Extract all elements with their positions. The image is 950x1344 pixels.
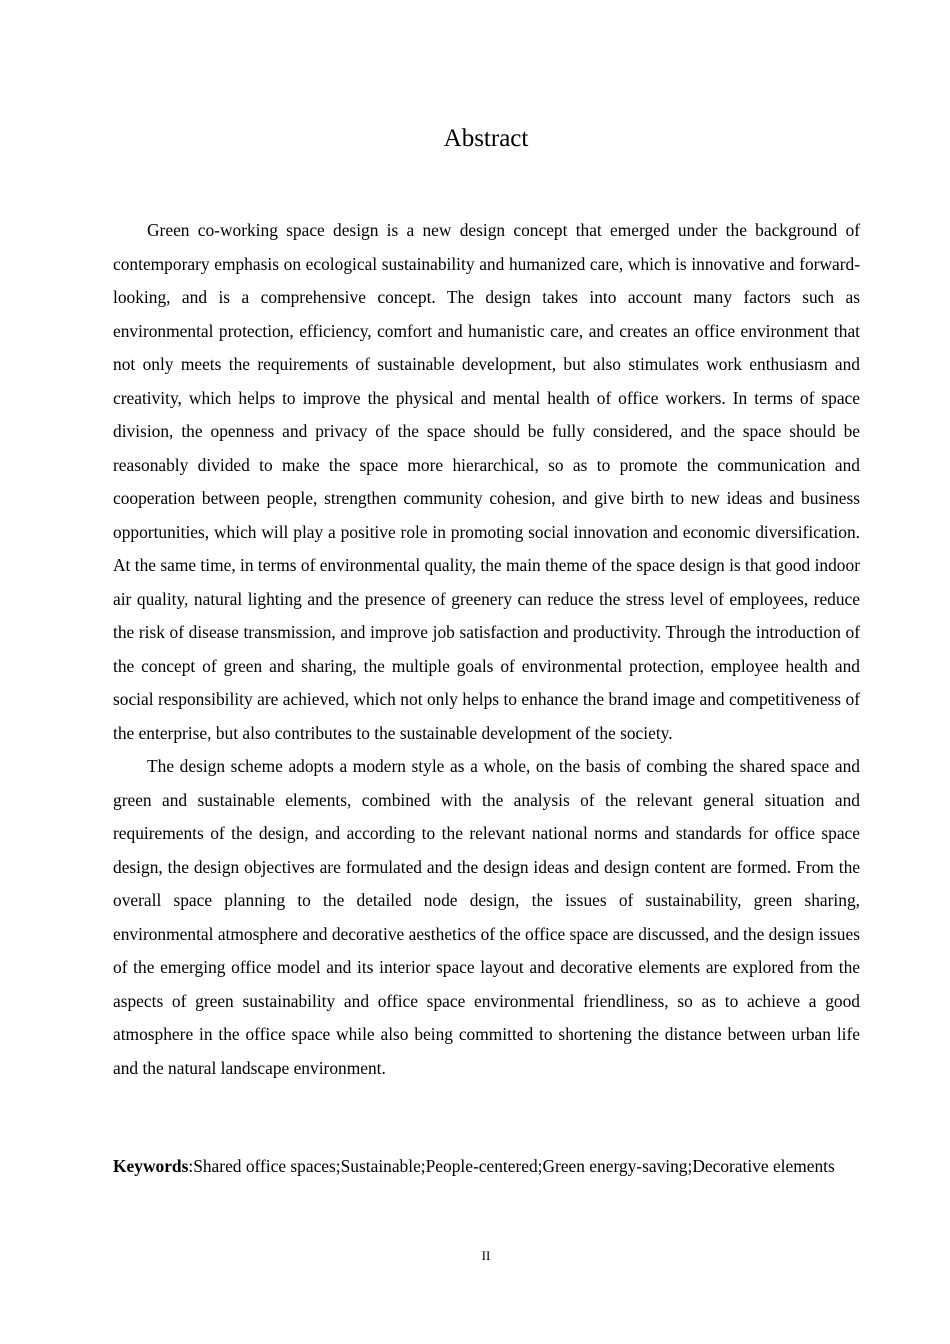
abstract-paragraph-2: The design scheme adopts a modern style as a whole, on the basis of combing the shared space and green and sustainable elements, combined with the analysis of the relevant general situation and requirements of the design, and according to the relevant national norms and standards for office space design, the design objectives are formulated and the design ideas and design content are formed. From the overall space planning to the detailed node design, the issues of sustainability, green sharing, environmental atmosphere and decorative aesthetics of the office space are discussed, and the design issues of the emerging office model and its interior space layout and decorative elements are explored from the aspects of green sustainability and office space environmental friendliness, so as to achieve a good atmosphere in the office space while also being committed to shortening the distance between urban life and the natural landscape environment. bbox=[113, 756, 860, 1078]
keywords-label: Keywords bbox=[113, 1156, 189, 1176]
keywords bbox=[113, 1148, 860, 1184]
abstract-paragraph-1: Green co-working space design is a new design concept that emerged under the background of contemporary emphasis on ecological sustainability and humanized care, which is innovative and forward-looking, and is a comprehensive concept. The design takes into account many factors such as environmental protection, efficiency, comfort and humanistic care, and creates an office environment that not only meets the requirements of sustainable development, but also stimulates work enthusiasm and creativity, which helps to improve the physical and mental health of office workers. In terms of space division, the openness and privacy of the space should be fully considered, and the space should be reasonably divided to make the space more hierarchical, so as to promote the communication and cooperation between people, strengthen community cohesion, and give birth to new ideas and business opportunities, which will play a positive role in promoting social innovation and economic diversification. At the same time, in terms of environmental quality, the main theme of the space design is that good indoor air quality, natural lighting and the presence of greenery can reduce the stress level of employees, reduce the risk of disease transmission, and improve job satisfaction and productivity. Through the introduction of the concept of green and sharing, the multiple goals of environmental protection, employee health and social responsibility are achieved, which not only helps to enhance the brand image and competitiveness of the enterprise, but also contributes to the sustainable development of the society. bbox=[113, 220, 860, 743]
abstract-body bbox=[113, 214, 860, 1085]
page-number: II bbox=[481, 1248, 491, 1263]
page-title: Abstract bbox=[443, 125, 529, 152]
keywords-list: :Shared office spaces;Sustainable;People-centered;Green energy-saving;Decorative elements bbox=[188, 1156, 835, 1176]
